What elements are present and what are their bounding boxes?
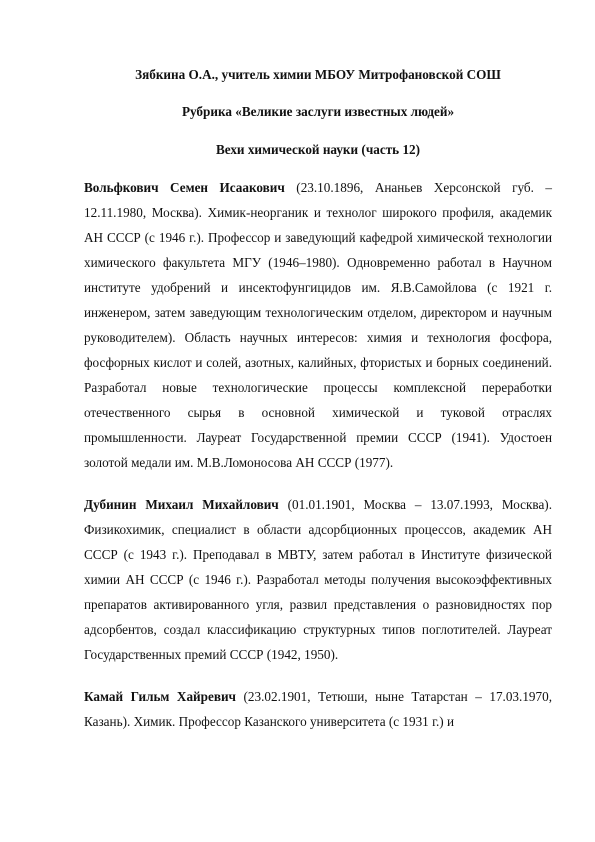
entry-name: Вольфкович Семен Исаакович [84,180,285,195]
document-title: Вехи химической науки (часть 12) [215,142,421,157]
entry-dubinin [84,492,552,667]
entry-text: (01.01.1901, Москва – 13.07.1993, Москва). Физикохимик, специалист в области адсорбционных процессов, академик АН СССР (с 1943 г.). Преподавал в МВТУ, затем работал в Институте физической химии АН СССР (с 1946 г.). Разработал методы получения высокоэффективных препаратов активированного угля, развил представления о разновидностях пор адсорбентов, создал классификацию структурных типов поглотителей. Лауреат Государственных премий СССР (1942, 1950). [84,497,552,662]
entry-text: (23.10.1896, Ананьев Херсонской губ. – 12.11.1980, Москва). Химик-неорганик и технолог широкого профиля, академик АН СССР (с 1946 г.). Профессор и заведующий кафедрой химической технологии химического факультета МГУ (1946–1980). Одновременно работал в Научном институте удобрений и инсектофунгицидов им. Я.В.Самойлова (с 1921 г. инженером, затем заведующим технологическим отделом, директором и научным руководителем). Область научных интересов: химия и технология фосфора, фосфорных кислот и солей, азотных, калийных, фтористых и борных соединений. Разработал новые технологические процессы комплексной переработки отечественного сырья в основной химической и туковой отраслях промышленности. Лауреат Государственной премии СССР (1941). Удостоен золотой медали им. М.В.Ломоносова АН СССР (1977). [84,180,552,470]
entry-kamai [84,684,552,734]
author-line: Зябкина О.А., учитель химии МБОУ Митрофановской СОШ [135,67,501,82]
entry-text: (23.02.1901, Тетюши, ныне Татарстан – 17.03.1970, Казань). Химик. Профессор Казанского университета (с 1931 г.) и [84,689,552,729]
rubric-line: Рубрика «Великие заслуги известных людей» [181,104,455,119]
entry-name: Дубинин Михаил Михайлович [84,497,279,512]
entry-name: Камай Гильм Хайревич [84,689,236,704]
entry-volfkovich [84,175,552,475]
